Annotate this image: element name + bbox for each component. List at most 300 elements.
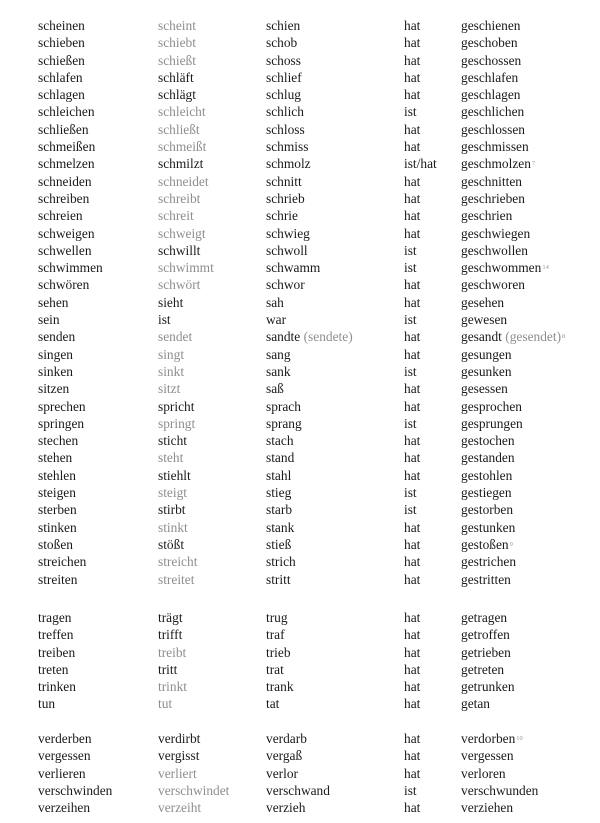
preterite — [266, 190, 305, 207]
preterite-text: war — [266, 312, 287, 328]
infinitive — [38, 155, 95, 172]
past-participle-text: geschienen — [461, 18, 521, 33]
infinitive-text: streichen — [38, 554, 87, 570]
infinitive-text: sinken — [38, 363, 73, 379]
present-tense — [158, 276, 200, 293]
past-participle-text: gestanden — [461, 450, 515, 466]
past-participle — [461, 380, 508, 397]
past-participle-text: gestiegen — [461, 485, 512, 501]
past-participle — [461, 782, 538, 799]
past-participle-text: geschlichen — [461, 104, 525, 120]
auxiliary-verb — [404, 17, 420, 34]
past-participle — [461, 484, 512, 501]
preterite — [266, 765, 298, 782]
preterite-text: stach — [266, 433, 294, 449]
verb-row — [0, 553, 600, 570]
past-participle — [461, 52, 521, 69]
preterite — [266, 398, 301, 415]
preterite-text: sah — [266, 294, 284, 310]
preterite — [266, 34, 297, 51]
auxiliary-verb-text: hat — [404, 627, 421, 643]
infinitive — [38, 17, 85, 34]
past-participle-text: geschwollen — [461, 242, 528, 258]
auxiliary-verb-text: hat — [404, 173, 421, 189]
infinitive-text: schlagen — [38, 87, 85, 103]
auxiliary-verb-text: hat — [404, 644, 421, 660]
present-tense-text: verdirbt — [158, 731, 201, 746]
past-participle-text: gestohlen — [461, 467, 513, 483]
auxiliary-verb — [404, 363, 417, 380]
infinitive-text: schwören — [38, 277, 90, 293]
auxiliary-verb-text: hat — [404, 679, 421, 695]
auxiliary-verb — [404, 644, 420, 661]
infinitive-text: stinken — [38, 519, 77, 535]
auxiliary-verb-text: hat — [404, 277, 421, 293]
footnote-marker: 9 — [509, 540, 513, 548]
verb-row — [0, 190, 600, 207]
past-participle — [461, 294, 504, 311]
present-tense — [158, 328, 192, 345]
preterite-text: schlief — [266, 69, 302, 85]
past-participle-text: gesehen — [461, 294, 505, 310]
present-tense-text: steht — [158, 450, 184, 466]
preterite-text: verschwand — [266, 782, 330, 798]
preterite — [266, 432, 294, 449]
verb-row — [0, 449, 600, 466]
infinitive-text: verderben — [38, 731, 92, 746]
auxiliary-verb — [404, 34, 420, 51]
present-tense — [158, 449, 183, 466]
infinitive — [38, 138, 95, 155]
auxiliary-verb — [404, 103, 417, 120]
preterite-text: schmiss — [266, 139, 309, 155]
auxiliary-verb-text: ist — [404, 485, 417, 501]
preterite-alternative: (sendete) — [303, 329, 353, 345]
verb-row — [0, 695, 600, 712]
infinitive — [38, 86, 85, 103]
preterite — [266, 103, 304, 120]
preterite-text: stand — [266, 450, 295, 466]
infinitive-text: stehlen — [38, 467, 76, 483]
auxiliary-verb-text: hat — [404, 800, 421, 816]
preterite-text: schwamm — [266, 260, 321, 276]
preterite — [266, 328, 353, 345]
present-tense-text: schleicht — [158, 104, 206, 120]
preterite — [266, 449, 294, 466]
present-tense — [158, 799, 201, 816]
auxiliary-verb — [404, 765, 420, 782]
auxiliary-verb-text: ist — [404, 104, 417, 120]
present-tense — [158, 311, 171, 328]
past-participle — [461, 398, 522, 415]
present-tense — [158, 138, 206, 155]
present-tense-text: sinkt — [158, 363, 185, 379]
preterite-text: schlich — [266, 104, 304, 120]
auxiliary-verb-text: ist — [404, 260, 417, 276]
verb-row — [0, 519, 600, 536]
past-participle-text: geschrieben — [461, 190, 525, 206]
preterite-text: stieg — [266, 485, 292, 501]
present-tense — [158, 484, 187, 501]
preterite — [266, 415, 302, 432]
auxiliary-verb — [404, 536, 420, 553]
infinitive-text: schreien — [38, 208, 83, 224]
preterite — [266, 363, 291, 380]
infinitive — [38, 328, 75, 345]
past-participle — [461, 449, 515, 466]
infinitive-text: schließen — [38, 121, 89, 137]
present-tense — [158, 346, 184, 363]
infinitive — [38, 553, 86, 570]
auxiliary-verb — [404, 207, 420, 224]
past-participle — [461, 190, 525, 207]
past-participle — [461, 138, 529, 155]
past-participle-text: gesandt — [461, 329, 502, 345]
past-participle — [461, 242, 528, 259]
past-participle-text: getrunken — [461, 679, 515, 695]
auxiliary-verb — [404, 553, 420, 570]
preterite — [266, 69, 302, 86]
preterite — [266, 501, 292, 518]
verb-row — [0, 678, 600, 695]
auxiliary-verb — [404, 173, 420, 190]
infinitive-text: steigen — [38, 485, 76, 501]
present-tense-text: schließt — [158, 121, 200, 137]
preterite-text: schrieb — [266, 190, 305, 206]
present-tense — [158, 609, 183, 626]
infinitive-text: tragen — [38, 610, 72, 625]
verb-row — [0, 765, 600, 782]
present-tense — [158, 519, 188, 536]
infinitive-text: schießen — [38, 52, 85, 68]
past-participle — [461, 225, 530, 242]
past-participle-text: geschlagen — [461, 87, 521, 103]
footnote-marker: 14 — [542, 264, 549, 272]
present-tense — [158, 155, 203, 172]
preterite — [266, 86, 301, 103]
infinitive — [38, 52, 85, 69]
past-participle — [461, 571, 511, 588]
infinitive-text: sehen — [38, 294, 69, 310]
present-tense-text: tut — [158, 696, 173, 712]
preterite-text: stahl — [266, 467, 292, 483]
present-tense-text: streicht — [158, 554, 198, 570]
infinitive — [38, 678, 76, 695]
present-tense — [158, 69, 194, 86]
present-tense-text: schweigt — [158, 225, 206, 241]
preterite — [266, 730, 307, 747]
infinitive-text: schweigen — [38, 225, 95, 241]
auxiliary-verb — [404, 432, 420, 449]
infinitive — [38, 380, 69, 397]
auxiliary-verb-text: hat — [404, 69, 421, 85]
infinitive-text: springen — [38, 415, 85, 431]
present-tense-text: stirbt — [158, 502, 186, 518]
footnote-marker: 7 — [531, 160, 536, 168]
infinitive-text: schwimmen — [38, 260, 103, 276]
auxiliary-verb-text: hat — [404, 190, 421, 206]
present-tense — [158, 626, 182, 643]
auxiliary-verb-text: hat — [404, 329, 421, 345]
auxiliary-verb — [404, 69, 420, 86]
present-tense-text: schwört — [158, 277, 201, 293]
infinitive — [38, 571, 77, 588]
infinitive — [38, 432, 78, 449]
infinitive — [38, 730, 92, 747]
preterite — [266, 536, 291, 553]
verb-row — [0, 799, 600, 816]
present-tense-text: tritt — [158, 661, 178, 677]
present-tense-text: stinkt — [158, 519, 188, 535]
infinitive — [38, 782, 112, 799]
present-tense — [158, 644, 186, 661]
auxiliary-verb — [404, 398, 420, 415]
past-participle-text: getrieben — [461, 644, 511, 660]
infinitive-text: stechen — [38, 433, 79, 449]
verb-row — [0, 467, 600, 484]
verb-row — [0, 501, 600, 518]
auxiliary-verb-text: hat — [404, 433, 421, 449]
auxiliary-verb-text: ist — [404, 363, 417, 379]
participle-alternative: (gesendet) — [505, 329, 562, 345]
auxiliary-verb-text: ist/hat — [404, 156, 437, 172]
auxiliary-verb — [404, 52, 420, 69]
past-participle-text: getragen — [461, 610, 508, 625]
auxiliary-verb — [404, 609, 420, 626]
auxiliary-verb-text: hat — [404, 139, 421, 155]
infinitive — [38, 519, 77, 536]
present-tense — [158, 678, 187, 695]
past-participle-text: geschrien — [461, 208, 513, 224]
infinitive-text: sein — [38, 312, 60, 328]
past-participle-text: gestochen — [461, 433, 515, 449]
preterite — [266, 782, 330, 799]
past-participle-text: verdorben — [461, 731, 516, 746]
preterite — [266, 380, 284, 397]
preterite-text: sang — [266, 346, 291, 362]
past-participle — [461, 644, 511, 661]
verb-row — [0, 415, 600, 432]
auxiliary-verb — [404, 695, 420, 712]
present-tense-text: sendet — [158, 329, 193, 345]
infinitive-text: schmeißen — [38, 139, 96, 155]
verb-row — [0, 626, 600, 643]
verb-row — [0, 225, 600, 242]
past-participle — [461, 311, 507, 328]
auxiliary-verb — [404, 346, 420, 363]
past-participle — [461, 501, 513, 518]
infinitive-text: treiben — [38, 644, 76, 660]
infinitive-text: singen — [38, 346, 73, 362]
auxiliary-verb-text: hat — [404, 18, 421, 33]
auxiliary-verb-text: ist — [404, 242, 417, 258]
present-tense — [158, 695, 172, 712]
infinitive-text: schlafen — [38, 69, 83, 85]
past-participle — [461, 765, 506, 782]
past-participle-text: gestunken — [461, 519, 516, 535]
preterite — [266, 52, 301, 69]
infinitive — [38, 765, 86, 782]
infinitive — [38, 626, 73, 643]
verb-row — [0, 432, 600, 449]
past-participle-text: geschwiegen — [461, 225, 531, 241]
infinitive — [38, 103, 95, 120]
present-tense-text: schwillt — [158, 242, 201, 258]
auxiliary-verb — [404, 121, 420, 138]
auxiliary-verb — [404, 380, 420, 397]
verb-row — [0, 609, 600, 626]
past-participle-text: geschmolzen — [461, 156, 531, 172]
preterite — [266, 276, 305, 293]
preterite-text: schwieg — [266, 225, 310, 241]
preterite — [266, 467, 291, 484]
preterite — [266, 138, 308, 155]
auxiliary-verb-text: hat — [404, 35, 421, 51]
present-tense-text: streitet — [158, 571, 195, 587]
preterite — [266, 747, 302, 764]
infinitive — [38, 695, 55, 712]
preterite — [266, 695, 279, 712]
infinitive — [38, 398, 86, 415]
past-participle — [461, 276, 525, 293]
auxiliary-verb-text: hat — [404, 87, 421, 103]
infinitive-text: trinken — [38, 679, 76, 695]
infinitive — [38, 294, 69, 311]
auxiliary-verb — [404, 799, 420, 816]
infinitive-text: treffen — [38, 627, 74, 643]
present-tense-text: schwimmt — [158, 260, 214, 276]
auxiliary-verb — [404, 242, 417, 259]
infinitive — [38, 242, 92, 259]
infinitive-text: schwellen — [38, 242, 92, 258]
verb-row — [0, 363, 600, 380]
auxiliary-verb-text: hat — [404, 52, 421, 68]
past-participle-text: geschmissen — [461, 139, 529, 155]
verb-row — [0, 69, 600, 86]
past-participle-text: geschlafen — [461, 69, 519, 85]
infinitive — [38, 173, 92, 190]
present-tense — [158, 415, 195, 432]
preterite — [266, 571, 291, 588]
preterite-text: trieb — [266, 644, 291, 660]
past-participle-text: verziehen — [461, 800, 514, 816]
infinitive — [38, 207, 83, 224]
past-participle-text: gesungen — [461, 346, 512, 362]
present-tense-text: treibt — [158, 644, 187, 660]
present-tense-text: schiebt — [158, 35, 196, 51]
preterite-text: verlor — [266, 765, 298, 781]
past-participle — [461, 346, 512, 363]
past-participle-text: gestorben — [461, 502, 514, 518]
infinitive — [38, 121, 89, 138]
preterite-text: schwor — [266, 277, 305, 293]
verb-row — [0, 276, 600, 293]
preterite-text: sandte — [266, 329, 301, 345]
verb-row — [0, 346, 600, 363]
verb-row — [0, 52, 600, 69]
past-participle — [461, 626, 510, 643]
preterite-text: schien — [266, 18, 301, 33]
verb-row — [0, 34, 600, 51]
past-participle — [461, 34, 518, 51]
infinitive — [38, 363, 73, 380]
past-participle-text: gestrichen — [461, 554, 517, 570]
preterite-text: schlug — [266, 87, 301, 103]
verb-row — [0, 173, 600, 190]
verb-row — [0, 536, 600, 553]
verb-row — [0, 86, 600, 103]
preterite-text: verzieh — [266, 800, 306, 816]
auxiliary-verb-text: hat — [404, 519, 421, 535]
present-tense-text: vergisst — [158, 748, 200, 764]
present-tense-text: verschwindet — [158, 782, 230, 798]
auxiliary-verb-text: hat — [404, 346, 421, 362]
past-participle-text: gesunken — [461, 363, 512, 379]
preterite-text: saß — [266, 381, 284, 397]
verb-row — [0, 747, 600, 764]
present-tense — [158, 121, 200, 138]
auxiliary-verb — [404, 328, 420, 345]
preterite-text: stritt — [266, 571, 291, 587]
preterite-text: traf — [266, 627, 285, 643]
auxiliary-verb-text: hat — [404, 765, 421, 781]
present-tense-text: schreit — [158, 208, 194, 224]
auxiliary-verb — [404, 484, 417, 501]
auxiliary-verb-text: hat — [404, 696, 421, 712]
preterite-text: schwoll — [266, 242, 308, 258]
present-tense-text: trinkt — [158, 679, 188, 695]
footnote-marker: 8 — [562, 333, 566, 341]
auxiliary-verb-text: hat — [404, 536, 421, 552]
preterite — [266, 259, 320, 276]
preterite — [266, 225, 310, 242]
verb-row — [0, 207, 600, 224]
verb-row — [0, 398, 600, 415]
preterite-text: schmolz — [266, 156, 311, 172]
infinitive — [38, 484, 76, 501]
infinitive — [38, 644, 75, 661]
infinitive — [38, 190, 89, 207]
past-participle — [461, 415, 523, 432]
preterite-text: schloss — [266, 121, 305, 137]
auxiliary-verb — [404, 225, 420, 242]
infinitive — [38, 34, 85, 51]
present-tense — [158, 765, 197, 782]
past-participle-text: verloren — [461, 765, 506, 781]
present-tense-text: trifft — [158, 627, 183, 643]
auxiliary-verb-text: ist — [404, 415, 417, 431]
auxiliary-verb — [404, 311, 417, 328]
auxiliary-verb — [404, 626, 420, 643]
present-tense-text: verzeiht — [158, 800, 202, 816]
auxiliary-verb — [404, 501, 417, 518]
past-participle-text: getroffen — [461, 627, 510, 643]
past-participle-text: vergessen — [461, 748, 514, 764]
auxiliary-verb — [404, 155, 437, 172]
auxiliary-verb-text: hat — [404, 381, 421, 397]
infinitive — [38, 346, 73, 363]
past-participle-text: verschwunden — [461, 782, 539, 798]
infinitive — [38, 69, 83, 86]
preterite — [266, 626, 285, 643]
preterite — [266, 346, 291, 363]
auxiliary-verb — [404, 294, 420, 311]
present-tense-text: springt — [158, 415, 196, 431]
present-tense — [158, 34, 196, 51]
auxiliary-verb — [404, 782, 417, 799]
present-tense-text: schneidet — [158, 173, 209, 189]
infinitive-text: verschwinden — [38, 782, 113, 798]
